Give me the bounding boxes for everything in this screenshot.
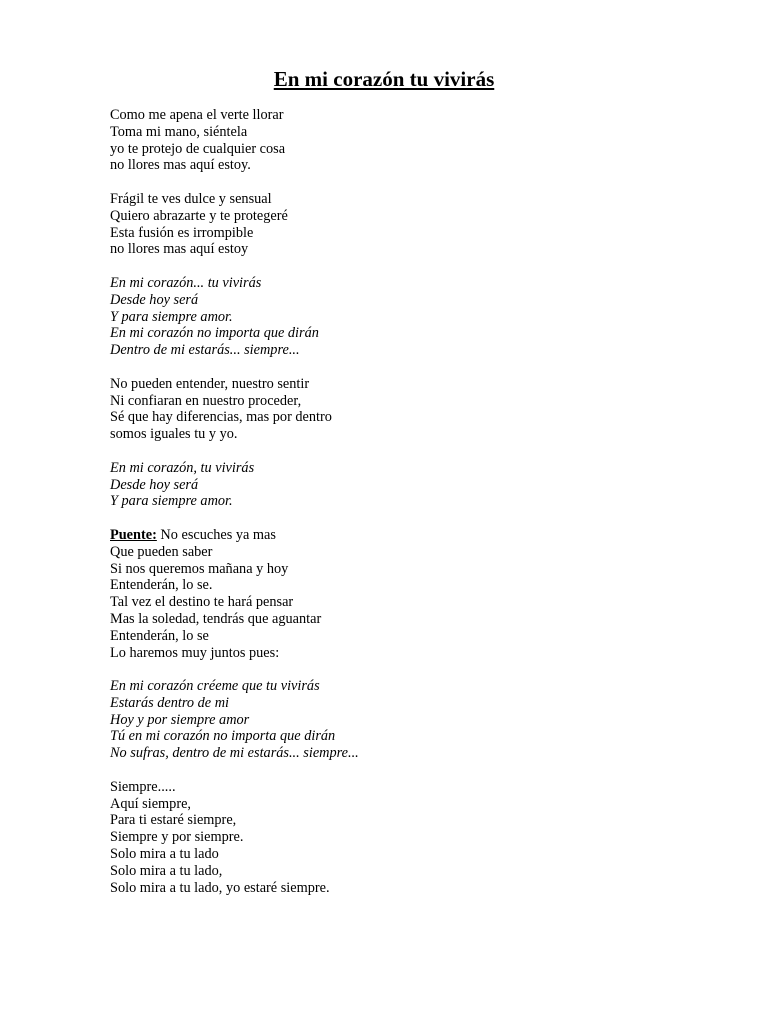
lyric-line: Entenderán, lo se [110, 627, 209, 644]
lyric-line: En mi corazón, tu vivirás [110, 459, 255, 476]
lyric-line: Desde hoy será [110, 476, 199, 493]
lyric-line: Frágil te ves dulce y sensual [110, 190, 272, 207]
lyric-line: En mi corazón créeme que tu vivirás [110, 678, 320, 695]
lyric-line: Que pueden saber [110, 543, 213, 560]
stanza [110, 275, 710, 359]
lyric-line: Como me apena el verte llorar [110, 107, 284, 123]
stanza [110, 678, 710, 762]
lyric-line: Mas la soledad, tendrás que aguantar [110, 610, 322, 627]
lyric-line: Lo haremos muy juntos pues: [110, 644, 280, 661]
lyric-line: Tal vez el destino te hará pensar [110, 594, 294, 611]
lyric-line: Sé que hay diferencias, mas por dentro [110, 409, 332, 426]
lyric-line: Solo mira a tu lado, yo estaré siempre. [110, 879, 330, 896]
lyric-line: no llores mas aquí estoy [110, 241, 249, 258]
lyric-line: somos iguales tu y yo. [110, 426, 238, 443]
lyric-line: Aquí siempre, [110, 795, 191, 812]
lyric-line: yo te protejo de cualquier cosa [110, 140, 286, 157]
lyric-line: Solo mira a tu lado, [110, 862, 223, 879]
lyric-line: Estarás dentro de mi [110, 694, 230, 711]
lyrics-body [110, 107, 710, 913]
lyric-line: Hoy y por siempre amor [110, 711, 250, 728]
lyric-line: Ni confiaran en nuestro proceder, [110, 392, 302, 409]
lyric-line: No sufras, dentro de mi estarás... siempre... [110, 745, 359, 762]
lyric-line-text: No escuches ya mas [156, 526, 276, 543]
stanza [110, 107, 710, 174]
lyric-line: Siempre..... [110, 778, 176, 795]
lyric-line: Si nos queremos mañana y hoy [110, 560, 289, 577]
stanza [110, 460, 710, 510]
stanza [110, 376, 710, 443]
lyric-line: Dentro de mi estarás... siempre... [110, 342, 300, 359]
song-title: En mi corazón tu vivirás [273, 67, 495, 91]
lyric-line: no llores mas aquí estoy. [110, 157, 251, 174]
stanza [110, 527, 710, 661]
lyric-line: Toma mi mano, siéntela [110, 123, 248, 140]
lyric-line: No pueden entender, nuestro sentir [110, 375, 310, 392]
stanza [110, 191, 710, 258]
bridge-label: Puente: [110, 526, 157, 543]
lyric-line: Esta fusión es irrompible [110, 224, 254, 241]
lyric-line: En mi corazón no importa que dirán [110, 325, 319, 342]
lyric-line: Y para siempre amor. [110, 308, 233, 325]
lyric-line: Y para siempre amor. [110, 493, 233, 510]
lyric-line: Para ti estaré siempre, [110, 812, 237, 829]
lyric-line: Entenderán, lo se. [110, 577, 213, 594]
lyric-line: En mi corazón... tu vivirás [110, 274, 262, 291]
lyric-line: Solo mira a tu lado [110, 846, 219, 863]
lyric-line: Quiero abrazarte y te protegeré [110, 207, 288, 224]
stanza [110, 779, 710, 897]
lyric-line: Tú en mi corazón no importa que dirán [110, 728, 336, 745]
lyric-line [110, 527, 710, 544]
lyric-line: Siempre y por siempre. [110, 829, 244, 846]
lyric-line: Desde hoy será [110, 291, 199, 308]
